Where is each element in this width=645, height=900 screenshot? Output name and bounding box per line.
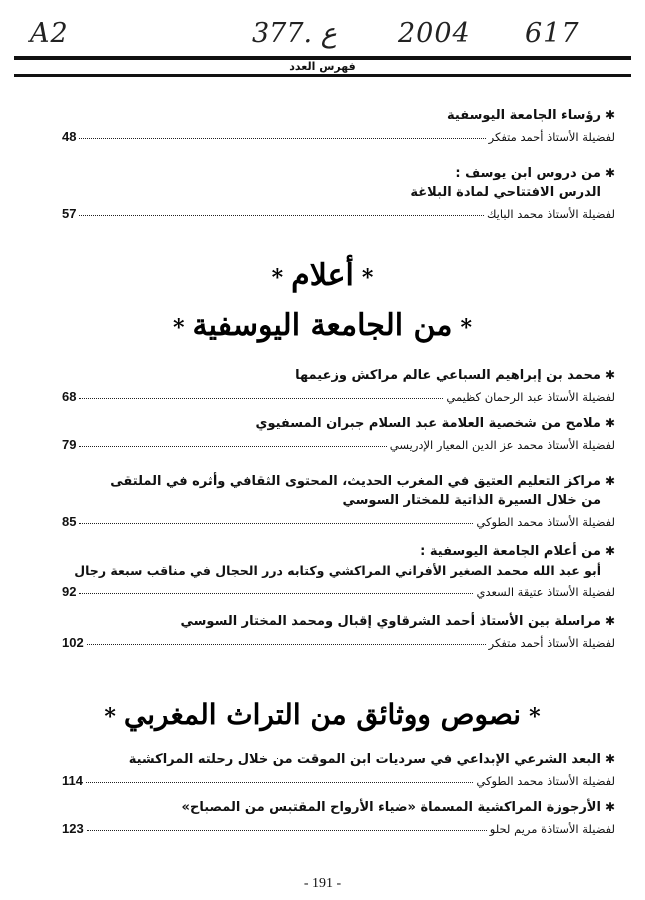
star-ornament: * (104, 704, 116, 730)
bullet-star-icon: ✱ (604, 800, 615, 814)
toc-entry (62, 750, 615, 788)
star-ornament: * (173, 315, 185, 341)
entry-page: 92 (62, 584, 77, 599)
toc-entry (62, 414, 615, 452)
section-heading-text: أعلام (291, 258, 354, 293)
toc-entry (62, 164, 615, 221)
entry-page: 48 (62, 129, 77, 144)
entry-title: من أعلام الجامعة اليوسفية : (420, 544, 601, 559)
entry-author: لفضيلة الأستاذ عبد الرحمان كظيمي (446, 390, 615, 404)
leader-dots (79, 215, 484, 216)
toc-entry (62, 612, 615, 650)
entry-page: 123 (62, 821, 84, 836)
entry-page: 114 (62, 773, 83, 788)
bullet-star-icon: ✱ (604, 108, 615, 122)
toc-entry (62, 798, 615, 836)
entry-author: لفضيلة الأستاذ محمد البايك (486, 207, 615, 221)
entry-title: الأرجوزة المراكشية المسماة «ضياء الأرواح المقتبس من المصباح» (181, 800, 601, 815)
section-heading-jamia (0, 308, 645, 343)
entry-author: لفضيلة الأستاذ محمد الطوكي (476, 515, 615, 529)
leader-dots (79, 593, 473, 594)
star-ornament: * (460, 315, 472, 341)
leader-dots (79, 138, 485, 139)
entry-page: 85 (62, 514, 77, 529)
section-heading-text: نصوص ووثائق من التراث المغربي (123, 698, 522, 731)
entry-title: رؤساء الجامعة اليوسفية (447, 108, 601, 123)
toc-entry (62, 542, 615, 599)
entry-author: لفضيلة الأستاذة مريم لحلو (489, 822, 615, 836)
handwritten-number: 617 (525, 18, 580, 49)
bullet-star-icon: ✱ (604, 544, 615, 558)
entry-author: لفضيلة الأستاذ عتيقة السعدي (476, 585, 615, 599)
entry-subtitle: من خلال السيرة الذاتية للمختار السوسي (342, 493, 601, 508)
leader-dots (79, 398, 443, 399)
entry-author: لفضيلة الأستاذ أحمد متفكر (488, 636, 615, 650)
entry-title: ملامح من شخصية العلامة عبد السلام جبران المسفيوي (255, 416, 601, 431)
toc-entry (62, 472, 615, 529)
bullet-star-icon: ✱ (604, 474, 615, 488)
toc-entry (62, 366, 615, 404)
entry-title: مراسلة بين الأستاذ أحمد الشرقاوي إقبال ومحمد المختار السوسي (180, 614, 601, 629)
entry-subtitle: الدرس الافتتاحي لمادة البلاغة (410, 185, 601, 200)
section-heading-text: من الجامعة اليوسفية (192, 308, 453, 343)
entry-author: لفضيلة الأستاذ محمد الطوكي (476, 774, 615, 788)
bullet-star-icon: ✱ (604, 416, 615, 430)
entry-title: مراكز التعليم العتيق في المغرب الحديث، المحتوى الثقافي وأثره في الملتقى (110, 474, 601, 489)
leader-dots (79, 446, 386, 447)
bullet-star-icon: ✱ (604, 166, 615, 180)
leader-dots (79, 523, 473, 524)
entry-author: لفضيلة الأستاذ أحمد متفكر (488, 130, 615, 144)
entry-title: من دروس ابن يوسف : (455, 166, 601, 181)
bullet-star-icon: ✱ (604, 368, 615, 382)
star-ornament: * (361, 265, 374, 291)
entry-title: البعد الشرعي الإبداعي في سرديات ابن الموقت من خلال رحلته المراكشية (128, 752, 601, 767)
entry-page: 79 (62, 437, 77, 452)
entry-title: محمد بن إبراهيم السباعي عالم مراكش وزعيمها (295, 368, 601, 383)
section-heading-alam (0, 258, 645, 293)
header-rule-bottom (14, 74, 631, 77)
star-ornament: * (529, 704, 541, 730)
entry-page: 57 (62, 206, 77, 221)
star-ornament: * (271, 265, 284, 291)
entry-author: لفضيلة الأستاذ محمد عز الدين المعيار الإدريسي (389, 438, 615, 452)
entry-page: 68 (62, 389, 77, 404)
leader-dots (86, 782, 473, 783)
handwritten-code: A2 (30, 18, 69, 49)
section-heading-nusus (0, 698, 645, 731)
handwritten-call-number: 377. ع (252, 18, 337, 49)
toc-entry (62, 106, 615, 144)
entry-page: 102 (62, 635, 84, 650)
issue-index-label: فهرس العدد (289, 60, 356, 73)
leader-dots (87, 830, 487, 831)
bullet-star-icon: ✱ (604, 614, 615, 628)
page-number: - 191 - (303, 876, 342, 891)
bullet-star-icon: ✱ (604, 752, 615, 766)
handwritten-year: 2004 (398, 18, 471, 49)
entry-subtitle: أبو عبد الله محمد الصغير الأفراني المراكشي وكتابه درر الحجال في مناقب سبعة رجال (74, 563, 601, 578)
leader-dots (87, 644, 486, 645)
